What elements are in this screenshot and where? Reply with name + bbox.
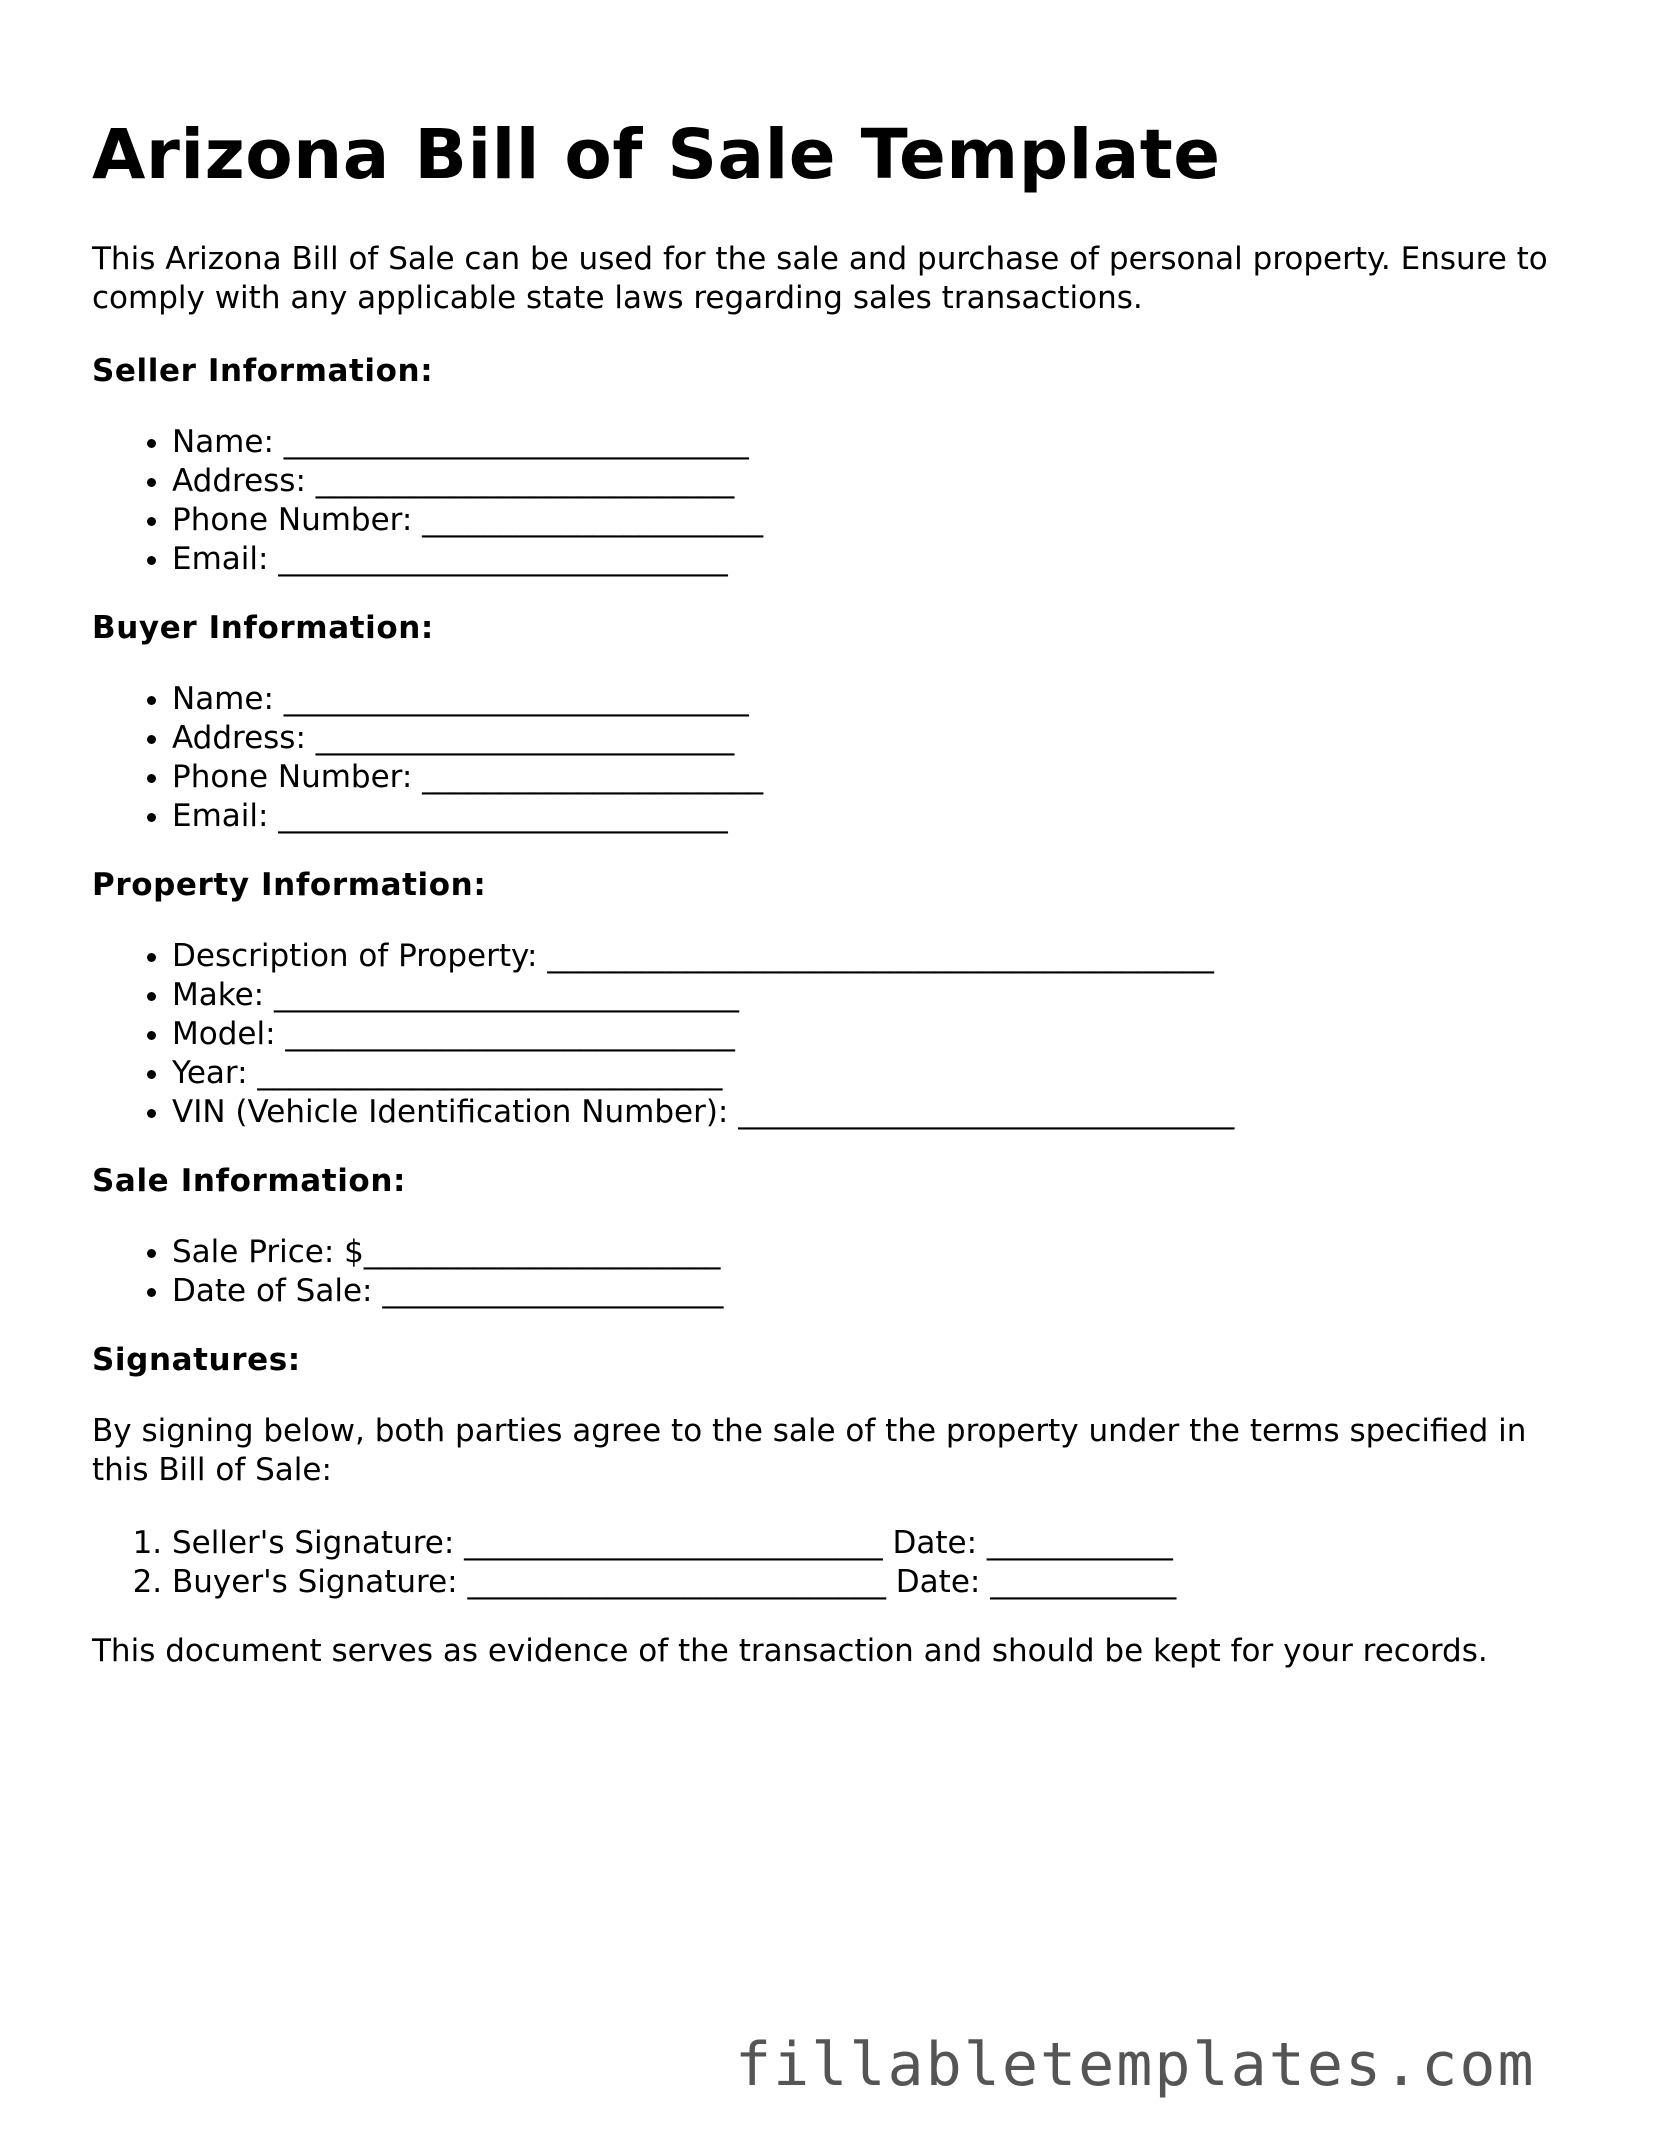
buyer-list (92, 680, 1592, 836)
seller-email-field: • Email: _____________________________ (172, 540, 1592, 579)
property-description-field: • Description of Property: ___________________________________________ (172, 937, 1592, 976)
signature-list (92, 1524, 1592, 1602)
buyer-email-field: • Email: _____________________________ (172, 797, 1592, 836)
sale-date-field: • Date of Sale: ______________________ (172, 1272, 1592, 1311)
seller-signature-line: 1. Seller's Signature: ___________________________ Date: ____________ (172, 1524, 1592, 1563)
seller-heading: Seller Information: (92, 352, 434, 389)
signatures-heading: Signatures: (92, 1341, 301, 1378)
sale-list (92, 1233, 1592, 1311)
property-heading: Property Information: (92, 866, 487, 903)
sale-price-field: • Sale Price: $_______________________ (172, 1233, 1592, 1272)
intro-paragraph: This Arizona Bill of Sale can be used for the sale and purchase of personal property. Ensure to comply with any applicable state laws regarding sales transactions. (92, 240, 1548, 316)
seller-name-field: • Name: ______________________________ (172, 423, 1592, 462)
buyer-signature-line: 2. Buyer's Signature: ___________________________ Date: ____________ (172, 1563, 1592, 1602)
property-model-field: • Model: _____________________________ (172, 1015, 1592, 1054)
document-title: Arizona Bill of Sale Template (92, 115, 1221, 195)
sale-heading: Sale Information: (92, 1162, 406, 1199)
buyer-name-field: • Name: ______________________________ (172, 680, 1592, 719)
property-make-field: • Make: ______________________________ (172, 976, 1592, 1015)
property-year-field: • Year: ______________________________ (172, 1054, 1592, 1093)
closing-paragraph: This document serves as evidence of the transaction and should be kept for your records. (92, 1632, 1488, 1669)
property-vin-field: • VIN (Vehicle Identification Number): ________________________________ (172, 1093, 1592, 1132)
watermark: fillabletemplates.com (735, 2030, 1536, 2100)
seller-phone-field: • Phone Number: ______________________ (172, 501, 1592, 540)
buyer-heading: Buyer Information: (92, 609, 434, 646)
buyer-address-field: • Address: ___________________________ (172, 719, 1592, 758)
buyer-phone-field: • Phone Number: ______________________ (172, 758, 1592, 797)
signatures-paragraph: By signing below, both parties agree to the sale of the property under the terms specified in this Bill of Sale: (92, 1412, 1527, 1488)
seller-address-field: • Address: ___________________________ (172, 462, 1592, 501)
document-page (92, 115, 1592, 1671)
seller-list (92, 423, 1592, 579)
property-list (92, 937, 1592, 1132)
